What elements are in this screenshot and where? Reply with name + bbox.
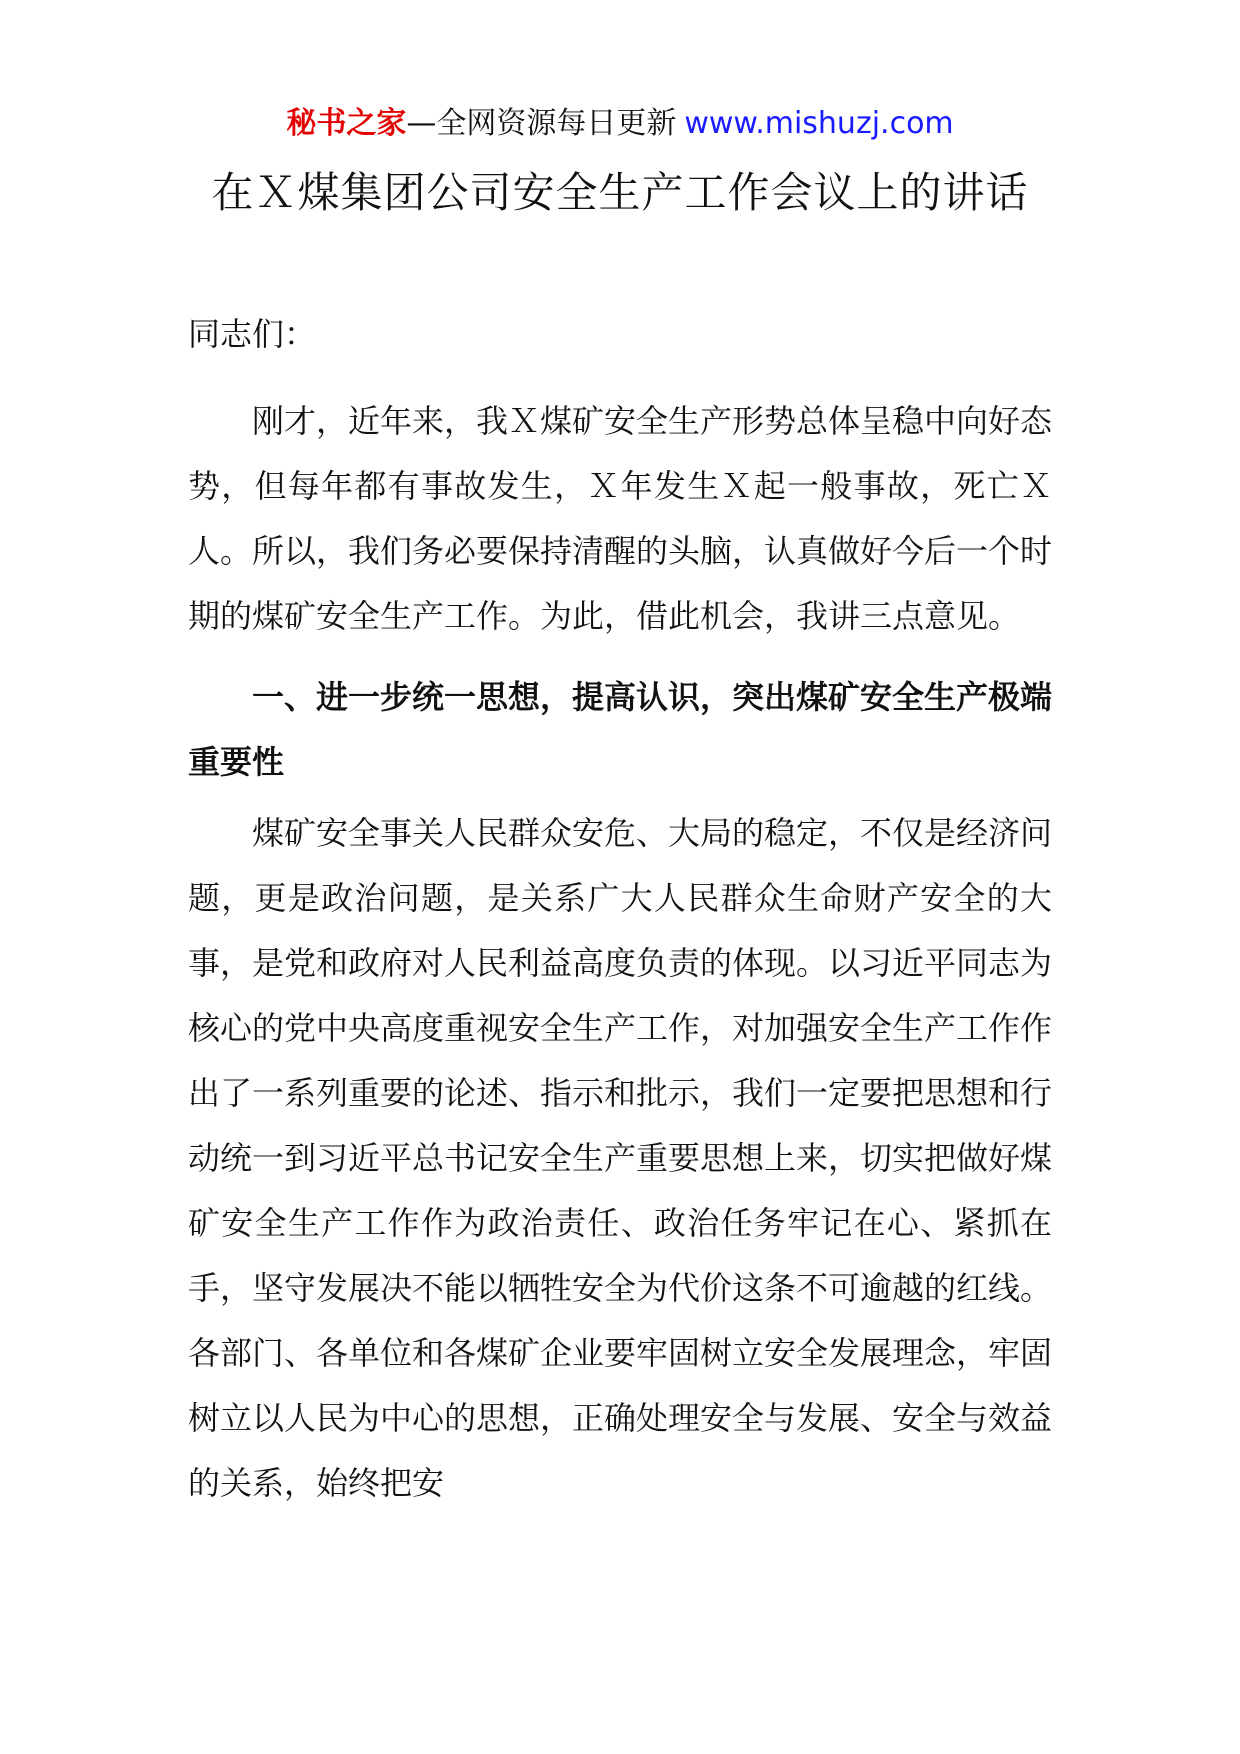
intro-paragraph: 刚才，近年来，我Ｘ煤矿安全生产形势总体呈稳中向好态势，但每年都有事故发生，Ｘ年发生Ｘ起一般事故，死亡Ｘ人。所以，我们务必要保持清醒的头脑，认真做好今后一个时期的煤矿安全生产工作。为此，借此机会，我讲三点意见。 xyxy=(188,402,1053,635)
section-paragraph: 煤矿安全事关人民群众安危、大局的稳定，不仅是经济问题，更是政治问题，是关系广大人民群众生命财产安全的大事，是党和政府对人民利益高度负责的体现。以习近平同志为核心的党中央高度重视安全生产工作，对加强安全生产工作作出了一系列重要的论述、指示和批示，我们一定要把思想和行动统一到习近平总书记安全生产重要思想上来，切实把做好煤矿安全生产工作作为政治责任、政治任务牢记在心、紧抓在手，坚守发展决不能以牺牲安全为代价这条不可逾越的红线。各部门、各单位和各煤矿企业要牢固树立安全发展理念，牢固树立以人民为中心的思想，正确处理安全与发展、安全与效益的关系，始终把安 xyxy=(188,814,1053,1502)
header-slogan: —全网资源每日更新 xyxy=(406,106,677,141)
document-title: 在Ｘ煤集团公司安全生产工作会议上的讲话 xyxy=(211,168,1029,217)
site-header xyxy=(0,100,1240,148)
brand-name: 秘书之家 xyxy=(286,106,407,141)
site-link[interactable]: www.mishuzj.com xyxy=(684,106,954,141)
section-heading: 一、进一步统一思想，提高认识，突出煤矿安全生产极端重要性 xyxy=(188,678,1053,781)
salutation: 同志们： xyxy=(188,315,317,353)
document-body xyxy=(188,302,1052,1516)
